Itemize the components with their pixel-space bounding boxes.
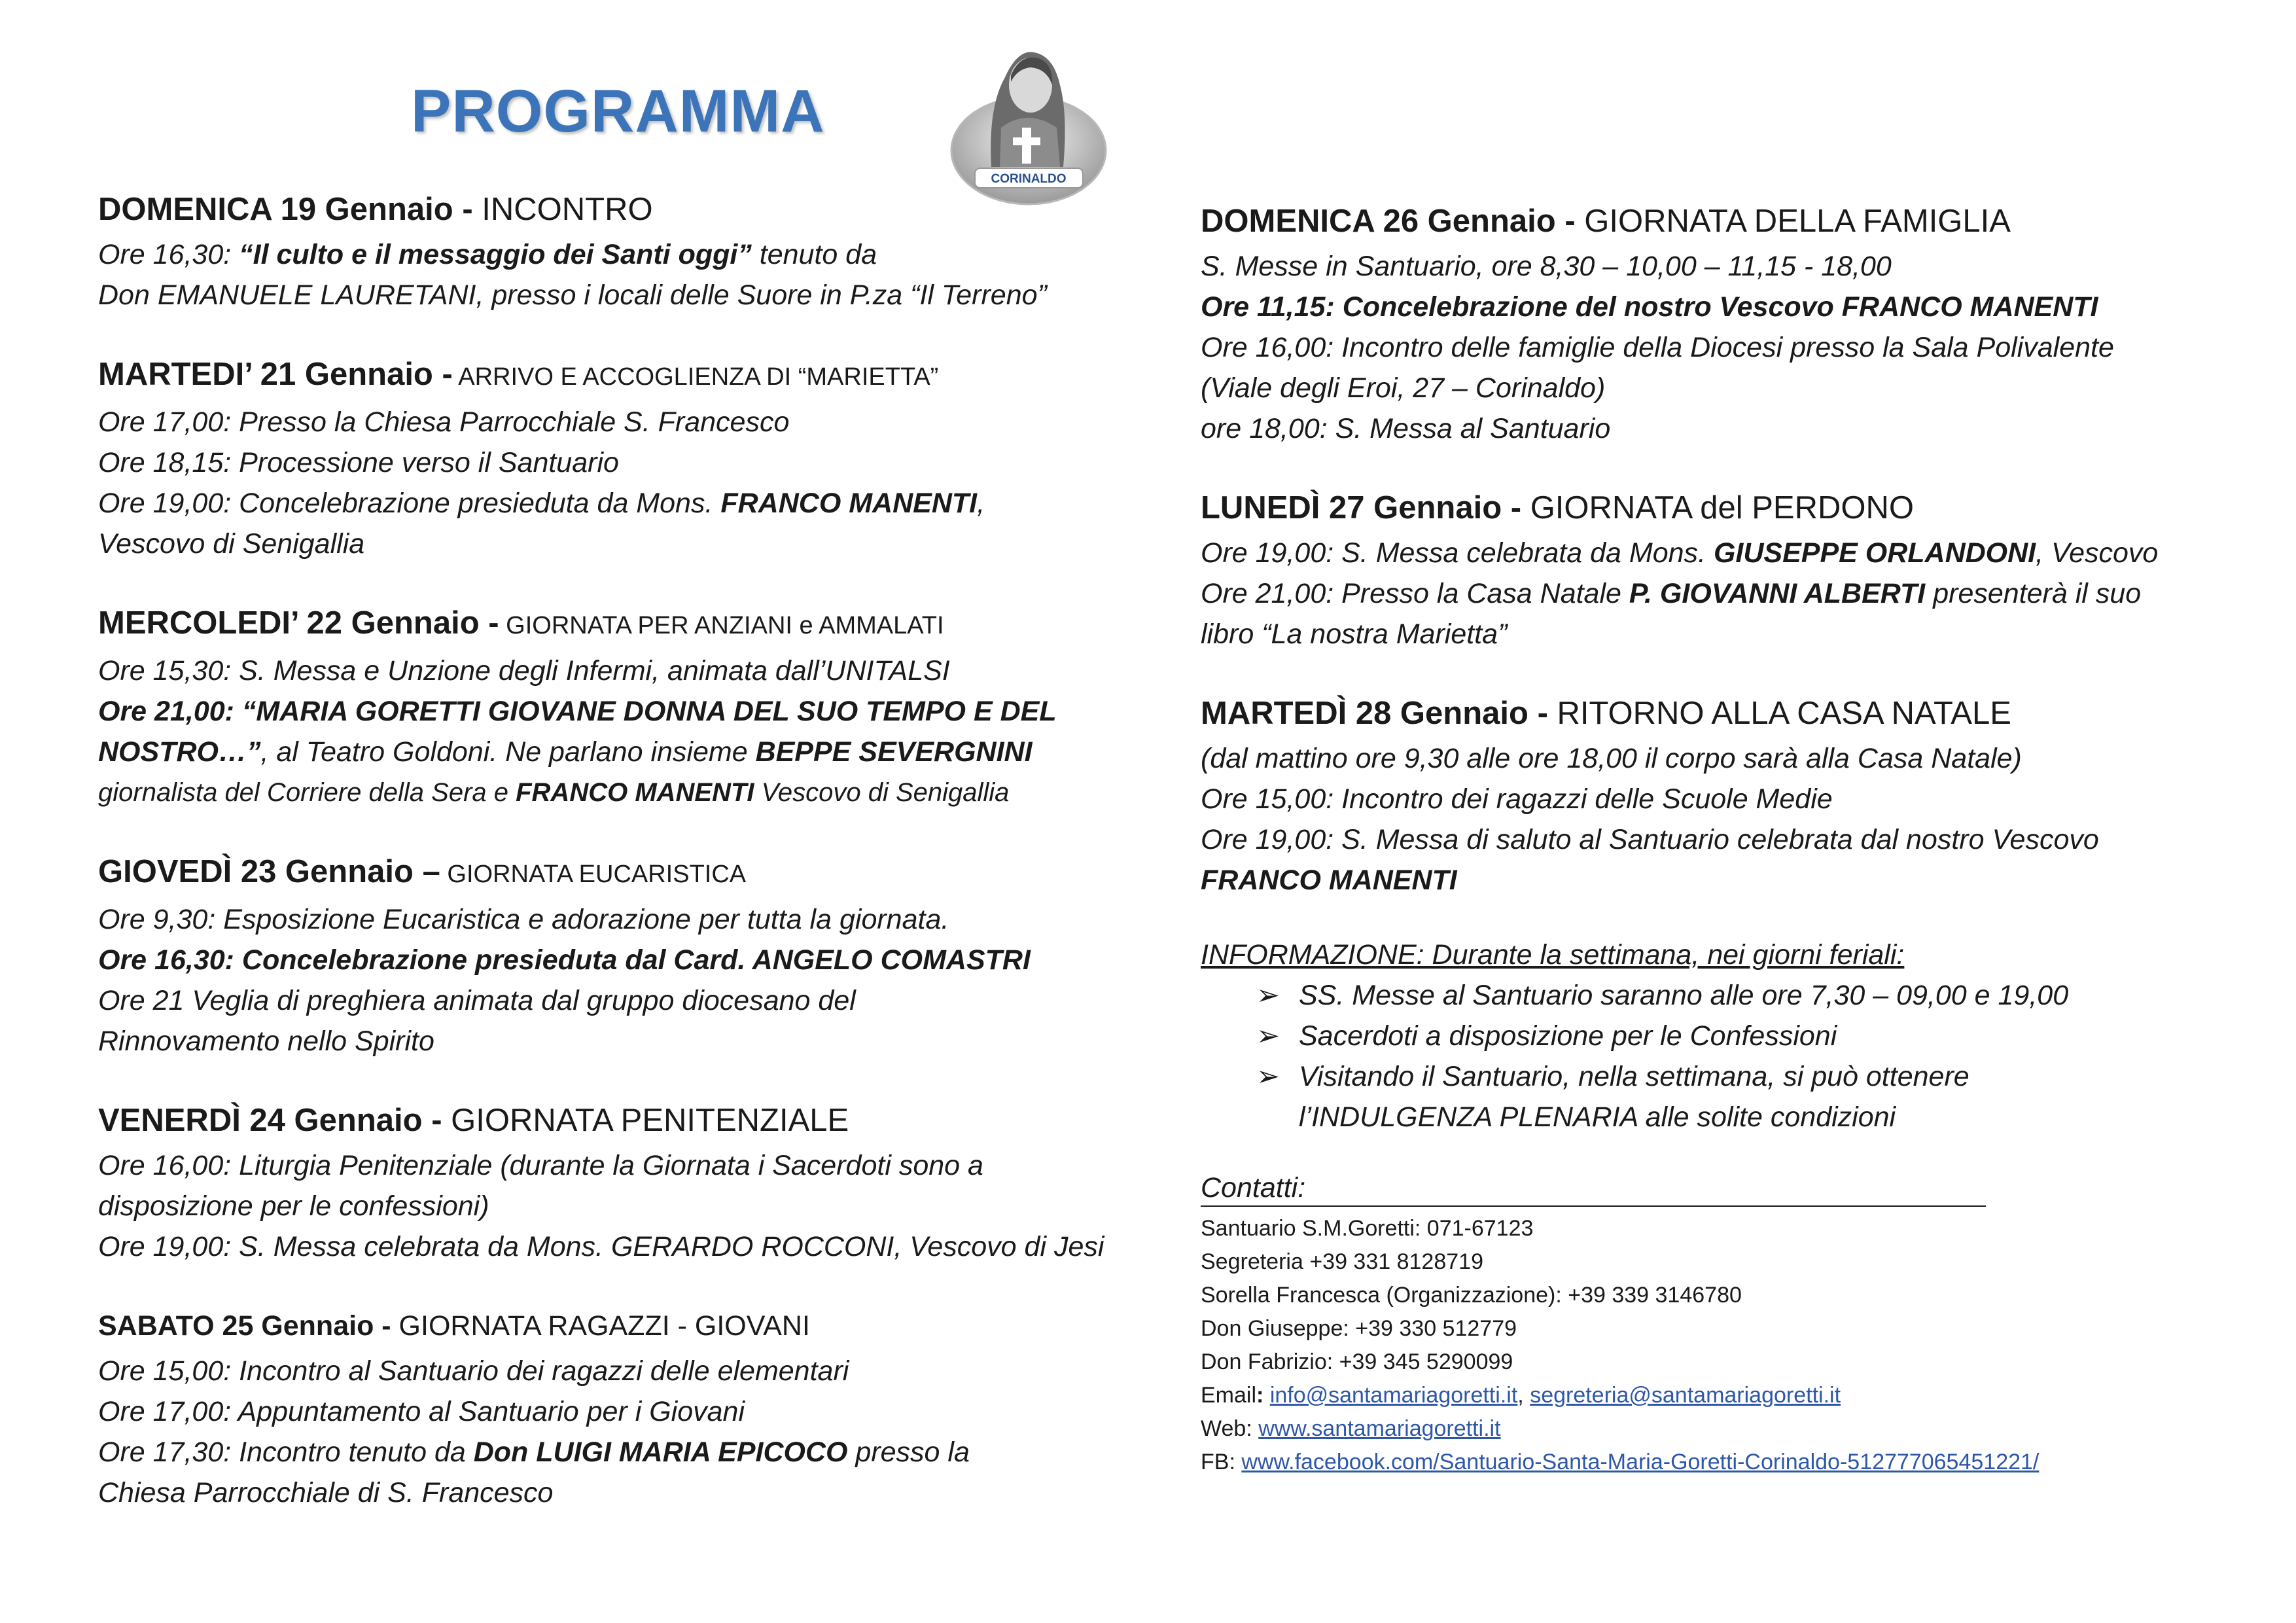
- contacts-heading: Contatti:: [1201, 1170, 1986, 1207]
- day-block-21: [98, 349, 1119, 564]
- program-right-column: [1201, 196, 2221, 1479]
- event-line: Ore 16,30: Concelebrazione presieduta dal Card. ANGELO COMASTRI: [98, 944, 1031, 976]
- contact-line: Segreteria +39 331 8128719: [1201, 1249, 1483, 1274]
- day-block-26: [1201, 196, 2221, 449]
- event-line: Ore 19,00: S. Messa celebrata da Mons. GERARDO ROCCONI, Vescovo di Jesi: [98, 1231, 1104, 1262]
- info-bullet-continuation: l’INDULGENZA PLENARIA alle solite condizioni: [1299, 1101, 1896, 1133]
- event-line: Chiesa Parrocchiale di S. Francesco: [98, 1477, 554, 1508]
- event-line: (dal mattino ore 9,30 alle ore 18,00 il corpo sarà alla Casa Natale): [1201, 743, 2022, 774]
- event-line: Ore 18,15: Processione verso il Santuario: [98, 447, 619, 478]
- event-line: S. Messe in Santuario, ore 8,30 – 10,00 – 11,15 - 18,00: [1201, 251, 1892, 282]
- day-heading: MARTEDI’ 21 Gennaio - ARRIVO E ACCOGLIENZA DI “MARIETTA”: [98, 357, 939, 392]
- day-heading: LUNEDÌ 27 Gennaio - GIORNATA del PERDONO: [1201, 490, 1914, 526]
- event-line: Ore 17,30: Incontro tenuto da Don LUIGI MARIA EPICOCO presso la: [98, 1436, 970, 1468]
- event-line: Ore 15,00: Incontro dei ragazzi delle Scuole Medie: [1201, 783, 1833, 815]
- event-line: Ore 16,00: Incontro delle famiglie della Diocesi presso la Sala Polivalente: [1201, 332, 2114, 363]
- event-line: Ore 9,30: Esposizione Eucaristica e adorazione per tutta la giornata.: [98, 904, 949, 935]
- program-left-column: [98, 185, 1119, 1547]
- day-heading: VENERDÌ 24 Gennaio - GIORNATA PENITENZIALE: [98, 1103, 849, 1138]
- day-block-19: [98, 185, 1119, 315]
- contacts-section: [1201, 1170, 2221, 1479]
- event-line: libro “La nostra Marietta”: [1201, 618, 1508, 650]
- day-block-23: [98, 847, 1119, 1061]
- event-line: FRANCO MANENTI: [1201, 865, 1457, 896]
- contact-line: Don Giuseppe: +39 330 512779: [1201, 1316, 1517, 1341]
- info-bullet: ➢ Visitando il Santuario, nella settimana, si può ottenere: [1201, 1056, 2221, 1097]
- event-line: Rinnovamento nello Spirito: [98, 1026, 434, 1057]
- email-link-segreteria[interactable]: segreteria@santamariagoretti.it: [1530, 1383, 1841, 1408]
- day-heading: MARTEDÌ 28 Gennaio - RITORNO ALLA CASA NATALE: [1201, 696, 2011, 731]
- day-heading: SABATO 25 Gennaio - GIORNATA RAGAZZI - GIOVANI: [98, 1310, 810, 1342]
- event-line: Ore 16,30: “Il culto e il messaggio dei Santi oggi” tenuto da: [98, 239, 877, 270]
- event-line: disposizione per le confessioni): [98, 1190, 489, 1222]
- day-heading: DOMENICA 19 Gennaio - INCONTRO: [98, 192, 653, 227]
- event-line: Ore 17,00: Appuntamento al Santuario per i Giovani: [98, 1396, 745, 1427]
- day-heading: GIOVEDÌ 23 Gennaio – GIORNATA EUCARISTICA: [98, 854, 747, 889]
- event-line: Ore 21,00: “MARIA GORETTI GIOVANE DONNA DEL SUO TEMPO E DEL: [98, 696, 1057, 727]
- event-line: Ore 21,00: Presso la Casa Natale P. GIOVANNI ALBERTI presenterà il suo: [1201, 578, 2142, 609]
- event-line: Ore 21 Veglia di preghiera animata dal gruppo diocesano del: [98, 985, 856, 1016]
- contact-line: Sorella Francesca (Organizzazione): +39 339 3146780: [1201, 1283, 1742, 1308]
- facebook-link[interactable]: www.facebook.com/Santuario-Santa-Maria-Goretti-Corinaldo-512777065451221/: [1241, 1450, 2040, 1474]
- day-block-27: [1201, 483, 2221, 654]
- day-block-24: [98, 1096, 1119, 1267]
- event-line: Vescovo di Senigallia: [98, 528, 365, 560]
- sanctuary-logo: [949, 29, 1109, 206]
- info-bullet: ➢ SS. Messe al Santuario saranno alle ore 7,30 – 09,00 e 19,00: [1201, 975, 2221, 1016]
- contact-line: Santuario S.M.Goretti: 071-67123: [1201, 1216, 1534, 1241]
- event-line: Don EMANUELE LAURETANI, presso i locali delle Suore in P.za “Il Terreno”: [98, 279, 1047, 311]
- info-heading: INFORMAZIONE: Durante la settimana, nei giorni feriali:: [1201, 939, 1905, 971]
- event-line: (Viale degli Eroi, 27 – Corinaldo): [1201, 372, 1606, 404]
- event-line: giornalista del Corriere della Sera e FRANCO MANENTI Vescovo di Senigallia: [98, 778, 1010, 807]
- event-line: NOSTRO…”, al Teatro Goldoni. Ne parlano insieme BEPPE SEVERGNINI: [98, 736, 1033, 768]
- day-heading: MERCOLEDI’ 22 Gennaio - GIORNATA PER ANZIANI e AMMALATI: [98, 605, 944, 641]
- day-heading: DOMENICA 26 Gennaio - GIORNATA DELLA FAMIGLIA: [1201, 204, 2011, 239]
- day-block-22: [98, 598, 1119, 813]
- contact-fb-line: FB: www.facebook.com/Santuario-Santa-Maria-Goretti-Corinaldo-512777065451221/: [1201, 1450, 2040, 1474]
- day-block-28: [1201, 688, 2221, 901]
- arrow-bullet-icon: ➢: [1256, 1061, 1280, 1092]
- info-bullet: ➢ Sacerdoti a disposizione per le Confessioni: [1201, 1016, 2221, 1056]
- event-line: ore 18,00: S. Messa al Santuario: [1201, 413, 1611, 444]
- event-line: Ore 19,00: Concelebrazione presieduta da Mons. FRANCO MANENTI,: [98, 488, 985, 519]
- event-line: Ore 19,00: S. Messa celebrata da Mons. GIUSEPPE ORLANDONI, Vescovo: [1201, 537, 2159, 569]
- event-line: Ore 15,30: S. Messa e Unzione degli Infermi, animata dall’UNITALSI: [98, 655, 950, 687]
- arrow-bullet-icon: ➢: [1256, 1020, 1280, 1052]
- event-line: Ore 17,00: Presso la Chiesa Parrocchiale S. Francesco: [98, 406, 790, 438]
- website-link[interactable]: www.santamariagoretti.it: [1258, 1416, 1501, 1441]
- event-line: Ore 15,00: Incontro al Santuario dei ragazzi delle elementari: [98, 1355, 849, 1387]
- page-title: PROGRAMMA: [411, 78, 825, 145]
- day-block-25: [98, 1301, 1119, 1513]
- event-line: Ore 11,15: Concelebrazione del nostro Vescovo FRANCO MANENTI: [1201, 291, 2098, 323]
- contact-web-line: Web: www.santamariagoretti.it: [1201, 1416, 1501, 1441]
- contact-email-line: Email: info@santamariagoretti.it, segreteria@santamariagoretti.it: [1201, 1383, 1841, 1408]
- event-line: Ore 19,00: S. Messa di saluto al Santuario celebrata dal nostro Vescovo: [1201, 824, 2099, 855]
- info-section: [1201, 935, 2221, 1137]
- email-link-info[interactable]: info@santamariagoretti.it: [1269, 1383, 1518, 1408]
- contact-line: Don Fabrizio: +39 345 5290099: [1201, 1349, 1513, 1374]
- logo-label: CORINALDO: [991, 172, 1067, 186]
- arrow-bullet-icon: ➢: [1256, 980, 1280, 1011]
- event-line: Ore 16,00: Liturgia Penitenziale (durante la Giornata i Sacerdoti sono a: [98, 1150, 983, 1181]
